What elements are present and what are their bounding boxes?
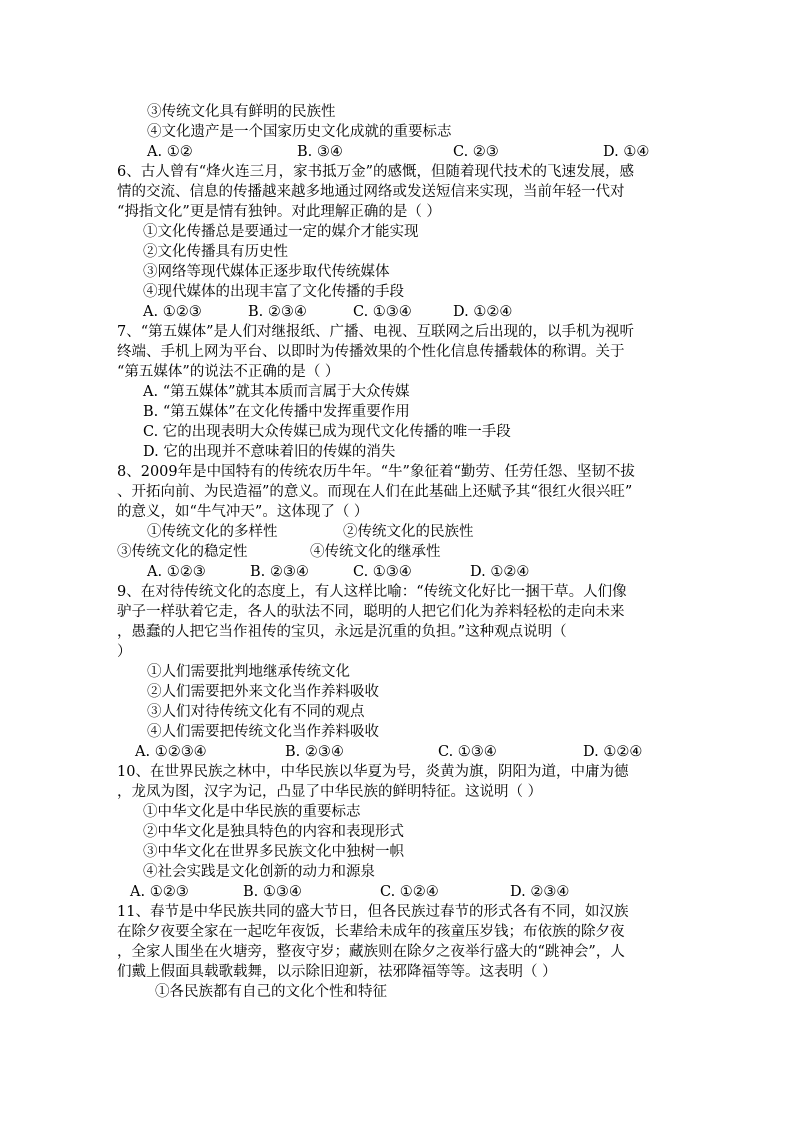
q7-stem-line-3: “第五媒体”的说法不正确的是（ ） — [117, 364, 340, 380]
q9-statement-4: ④人们需要把传统文化当作养料吸收 — [147, 724, 379, 740]
q5-option-a: A. ①② — [147, 144, 193, 160]
q8-option-b: B. ②③④ — [250, 564, 309, 580]
q9-statement-1: ①人们需要批判地继承传统文化 — [147, 664, 350, 680]
q8-stem-line-2: 、开拓向前、为民造福”的意义。而现在人们在此基础上还赋予其“很红火很兴旺” — [117, 484, 633, 500]
q8-statement-2: ②传统文化的民族性 — [343, 524, 474, 540]
q8-option-c: C. ①③④ — [353, 564, 412, 580]
q7-option-c: C. 它的出现表明大众传媒已成为现代文化传播的唯一手段 — [143, 424, 511, 440]
q9-option-d: D. ①②④ — [583, 744, 643, 760]
q10-statement-1: ①中华文化是中华民族的重要标志 — [143, 804, 361, 820]
q6-option-b: B. ②③④ — [248, 304, 307, 320]
q8-option-a: A. ①②③ — [147, 564, 206, 580]
q9-stem-line-2: 驴子一样驮着它走，各人的驮法不同，聪明的人把它们化为养料轻松的走向未来 — [117, 604, 625, 620]
q10-option-b: B. ①③④ — [243, 884, 302, 900]
q11-stem-line-1: 11、春节是中华民族共同的盛大节日，但各民族过春节的形式各有不同，如汉族 — [117, 904, 629, 920]
q9-stem-line-4: ） — [117, 644, 132, 660]
q6-stem-line-3: “拇指文化”更是情有独钟。对此理解正确的是（ ） — [117, 204, 441, 220]
q6-stem-line-1: 6、古人曾有“烽火连三月，家书抵万金”的感慨，但随着现代技术的飞速发展，感 — [117, 164, 635, 180]
q5-option-b: B. ③④ — [297, 144, 343, 160]
q7-stem-line-2: 终端、手机上网为平台、以即时为传播效果的个性化信息传播载体的称谓。关于 — [117, 344, 625, 360]
q5-option-d: D. ①④ — [603, 144, 650, 160]
q8-statement-1: ①传统文化的多样性 — [147, 524, 278, 540]
q11-statement-1: ①各民族都有自己的文化个性和特征 — [155, 984, 387, 1000]
q11-stem-line-3: ，全家人围坐在火塘旁，整夜守岁；藏族则在除夕之夜举行盛大的“跳神会”，人 — [117, 944, 625, 960]
q8-stem-line-3: 的意义，如“牛气冲天”。这体现了（ ） — [117, 504, 369, 520]
q6-statement-1: ①文化传播总是要通过一定的媒介才能实现 — [143, 224, 419, 240]
q10-option-d: D. ②③④ — [510, 884, 570, 900]
q6-option-a: A. ①②③ — [143, 304, 202, 320]
q9-statement-2: ②人们需要把外来文化当作养料吸收 — [147, 684, 379, 700]
q10-option-a: A. ①②③ — [130, 884, 189, 900]
q10-stem-line-1: 10、在世界民族之林中，中华民族以华夏为号，炎黄为旗，阴阳为道，中庸为德 — [117, 764, 629, 780]
q8-statement-3: ③传统文化的稳定性 — [117, 544, 248, 560]
q11-stem-line-4: 们戴上假面具载歌载舞，以示除旧迎新，祛邪降福等等。这表明（ ） — [117, 964, 557, 980]
q6-statement-4: ④现代媒体的出现丰富了文化传播的手段 — [143, 284, 404, 300]
q5-statement-3: ③传统文化具有鲜明的民族性 — [147, 104, 336, 120]
q6-statement-3: ③网络等现代媒体正逐步取代传统媒体 — [143, 264, 390, 280]
q8-statement-4: ④传统文化的继承性 — [310, 544, 441, 560]
q10-stem-line-2: ，龙凤为图，汉字为记，凸显了中华民族的鲜明特征。这说明（ ） — [117, 784, 543, 800]
q11-stem-line-2: 在除夕夜要全家在一起吃年夜饭，长辈给未成年的孩童压岁钱；布依族的除夕夜 — [117, 924, 625, 940]
q9-stem-line-3: ，愚蠢的人把它当作祖传的宝贝，永远是沉重的负担。”这种观点说明（ — [117, 624, 567, 640]
q9-statement-3: ③人们对待传统文化有不同的观点 — [147, 704, 365, 720]
q8-option-d: D. ①②④ — [470, 564, 530, 580]
q9-stem-line-1: 9、在对待传统文化的态度上，有人这样比喻：“传统文化好比一捆干草。人们像 — [117, 584, 627, 600]
q6-stem-line-2: 情的交流、信息的传播越来越多地通过网络或发送短信来实现，当前年轻一代对 — [117, 184, 625, 200]
q6-statement-2: ②文化传播具有历史性 — [143, 244, 288, 260]
q10-option-c: C. ①②④ — [380, 884, 439, 900]
q6-option-d: D. ①②④ — [453, 304, 513, 320]
q7-stem-line-1: 7、“第五媒体”是人们对继报纸、广播、电视、互联网之后出现的，以手机为视听 — [117, 324, 635, 340]
q7-option-a: A. “第五媒体”就其本质而言属于大众传媒 — [143, 384, 410, 400]
q7-option-d: D. 它的出现并不意味着旧的传媒的消失 — [143, 444, 396, 460]
q7-option-b: B. “第五媒体”在文化传播中发挥重要作用 — [143, 404, 410, 420]
q9-option-a: A. ①②③④ — [135, 744, 207, 760]
q6-option-c: C. ①③④ — [353, 304, 412, 320]
q9-option-b: B. ②③④ — [285, 744, 344, 760]
q5-statement-4: ④文化遗产是一个国家历史文化成就的重要标志 — [147, 124, 452, 140]
q10-statement-3: ③中华文化在世界多民族文化中独树一帜 — [143, 844, 404, 860]
q5-option-c: C. ②③ — [453, 144, 499, 160]
q8-stem-line-1: 8、2009年是中国特有的传统农历牛年。“牛”象征着“勤劳、任劳任怨、坚韧不拔 — [117, 464, 635, 480]
q10-statement-2: ②中华文化是独具特色的内容和表现形式 — [143, 824, 404, 840]
q10-statement-4: ④社会实践是文化创新的动力和源泉 — [143, 864, 375, 880]
q9-option-c: C. ①③④ — [438, 744, 497, 760]
